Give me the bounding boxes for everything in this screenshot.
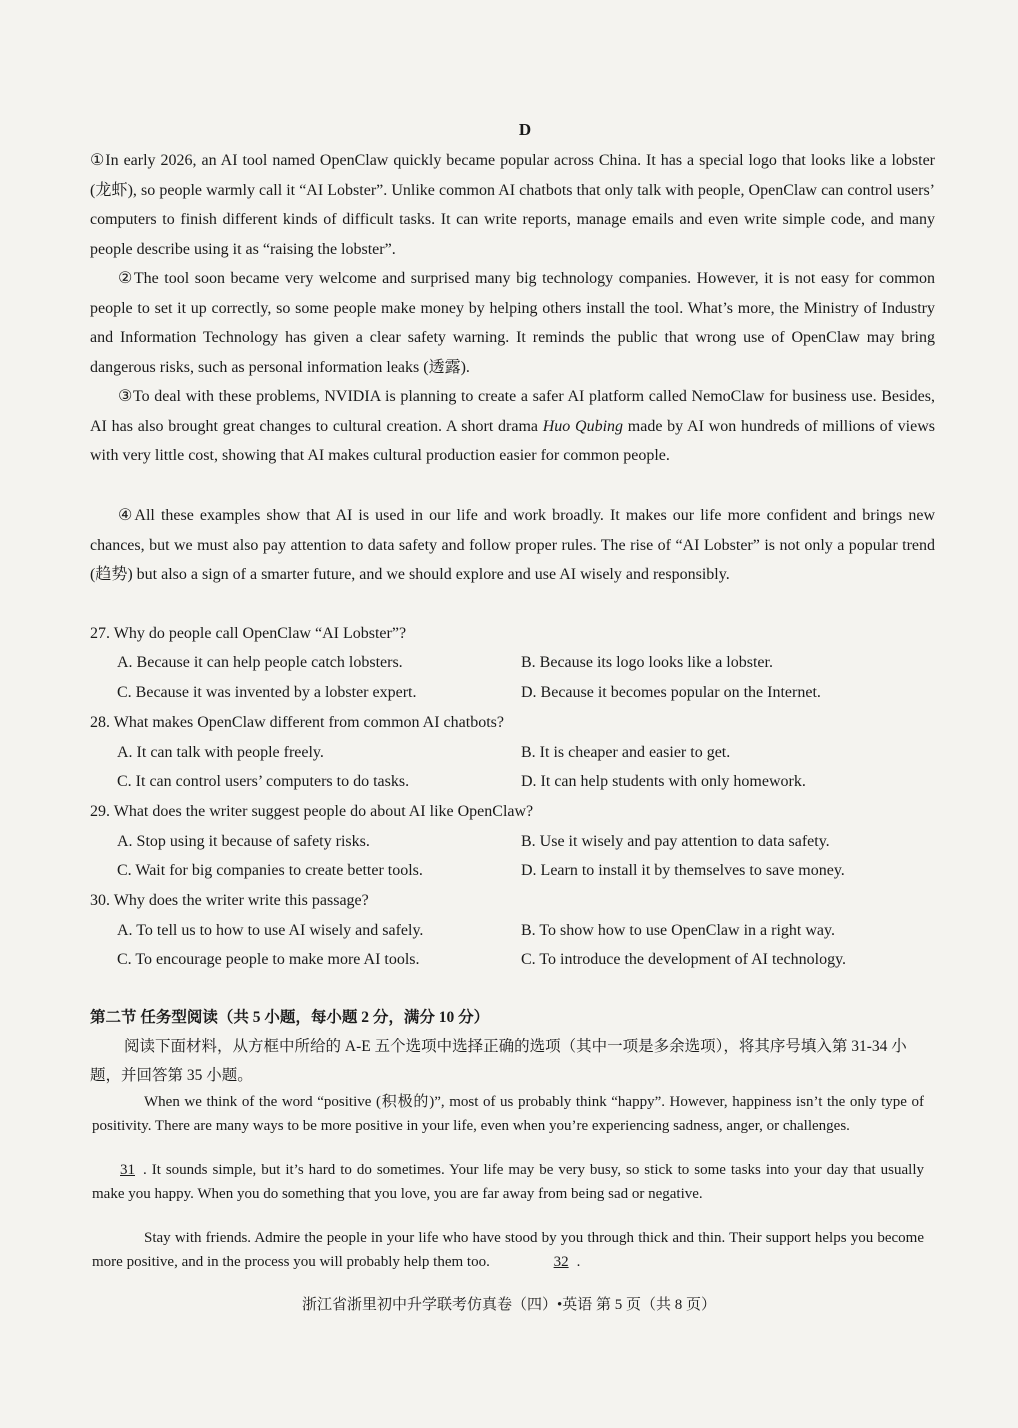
question-27-option-b: B. Because its logo looks like a lobster. xyxy=(521,654,773,671)
drama-title: Huo Qubing xyxy=(542,417,624,435)
question-27-stem: 27. Why do people call OpenClaw “AI Lobster”? xyxy=(90,625,407,642)
blank-32[interactable]: 32 xyxy=(553,1253,569,1270)
question-29-stem: 29. What does the writer suggest people do about AI like OpenClaw? xyxy=(90,803,534,820)
question-30-stem: 30. Why does the writer write this passage? xyxy=(90,892,369,909)
reading-paragraph-2 xyxy=(92,1159,924,1206)
question-28-option-c: C. It can control users’ computers to do tasks. xyxy=(117,773,410,790)
question-29-option-a: A. Stop using it because of safety risks. xyxy=(117,833,370,850)
section-2-instructions: 阅读下面材料，从方框中所给的 A-E 五个选项中选择正确的选项（其中一项是多余选项），将其序号填入第 31-34 小题，并回答第 35 小题。 xyxy=(90,1038,907,1084)
passage-paragraph-3-part1: ③To deal with these problems, NVIDIA is planning to create a safer AI platform called NemoClaw for business use. Besides, AI has also brought great changes to cultural creation. A short drama xyxy=(90,388,935,435)
question-29-option-c: C. Wait for big companies to create better tools. xyxy=(117,862,423,879)
passage-paragraph-3 xyxy=(90,382,935,471)
question-28-option-d: D. It can help students with only homework. xyxy=(521,773,806,790)
question-28-option-a: A. It can talk with people freely. xyxy=(117,744,324,761)
reading-paragraph-3-text: Stay with friends. Admire the people in your life who have stood by you through thick and thin. Their support helps you become more positive, and in the process you will probably help them too. xyxy=(92,1230,924,1270)
question-27-option-c: C. Because it was invented by a lobster expert. xyxy=(117,684,417,701)
question-30-option-b: B. To show how to use OpenClaw in a right way. xyxy=(521,922,835,939)
question-27-option-a: A. Because it can help people catch lobsters. xyxy=(117,654,403,671)
question-28-stem: 28. What makes OpenClaw different from common AI chatbots? xyxy=(90,714,504,731)
question-27-option-d: D. Because it becomes popular on the Internet. xyxy=(521,684,821,701)
question-30-option-c: C. To encourage people to make more AI tools. xyxy=(117,951,420,968)
question-30-option-d: C. To introduce the development of AI technology. xyxy=(521,951,847,968)
section-letter: D xyxy=(518,120,532,139)
reading-paragraph-1: When we think of the word “positive (积极的)”, most of us probably think “happy”. However, happiness isn’t the only type of positivity. There are many ways to be more positive in your life, even when you’re experiencing sadness, anger, or challenges. xyxy=(92,1094,924,1134)
section-2-title: 第二节 任务型阅读（共 5 小题，每小题 2 分，满分 10 分） xyxy=(90,1009,490,1026)
blank-31[interactable]: 31 xyxy=(120,1162,135,1178)
question-28-option-b: B. It is cheaper and easier to get. xyxy=(521,744,731,761)
passage-paragraph-2: ②The tool soon became very welcome and surprised many big technology companies. However, it is not easy for common people to set it up correctly, so some people make money by helping others install the tool. What’s more, the Ministry of Industry and Information Technology has given a clear safety warning. It reminds the public that wrong use of OpenClaw may bring dangerous risks, such as personal information leaks (透露). xyxy=(90,270,935,376)
passage-paragraph-3-part2: made by AI won hundreds of millions of views with very little cost, showing that AI makes cultural production easier for common people. xyxy=(90,417,935,464)
reading-paragraph-3-end: . xyxy=(576,1253,581,1270)
question-29-option-b: B. Use it wisely and pay attention to data safety. xyxy=(521,833,830,850)
reading-paragraph-3 xyxy=(92,1227,924,1274)
question-30-option-a: A. To tell us to how to use AI wisely and safely. xyxy=(117,922,424,939)
page-footer: 浙江省浙里初中升学联考仿真卷（四）•英语 第 5 页（共 8 页） xyxy=(301,1297,716,1313)
passage-paragraph-4: ④All these examples show that AI is used in our life and work broadly. It makes our life more confident and brings new chances, but we must also pay attention to data safety and follow proper rules. The rise of “AI Lobster” is not only a popular trend (趋势) but also a sign of a smarter future, and we should explore and use AI wisely and responsibly. xyxy=(90,507,935,583)
reading-paragraph-2-text: . It sounds simple, but it’s hard to do sometimes. Your life may be very busy, so stick to some tasks into your day that usually make you happy. When you do something that you love, you are far away from being sad or negative. xyxy=(92,1162,924,1202)
passage-paragraph-1: ①In early 2026, an AI tool named OpenClaw quickly became popular across China. It has a special logo that looks like a lobster (龙虾), so people warmly call it “AI Lobster”. Unlike common AI chatbots that only talk with people, OpenClaw can control users’ computers to finish different kinds of difficult tasks. It can write reports, manage emails and even write simple code, and many people describe using it as “raising the lobster”. xyxy=(90,152,935,258)
question-29-option-d: D. Learn to install it by themselves to save money. xyxy=(521,862,845,879)
